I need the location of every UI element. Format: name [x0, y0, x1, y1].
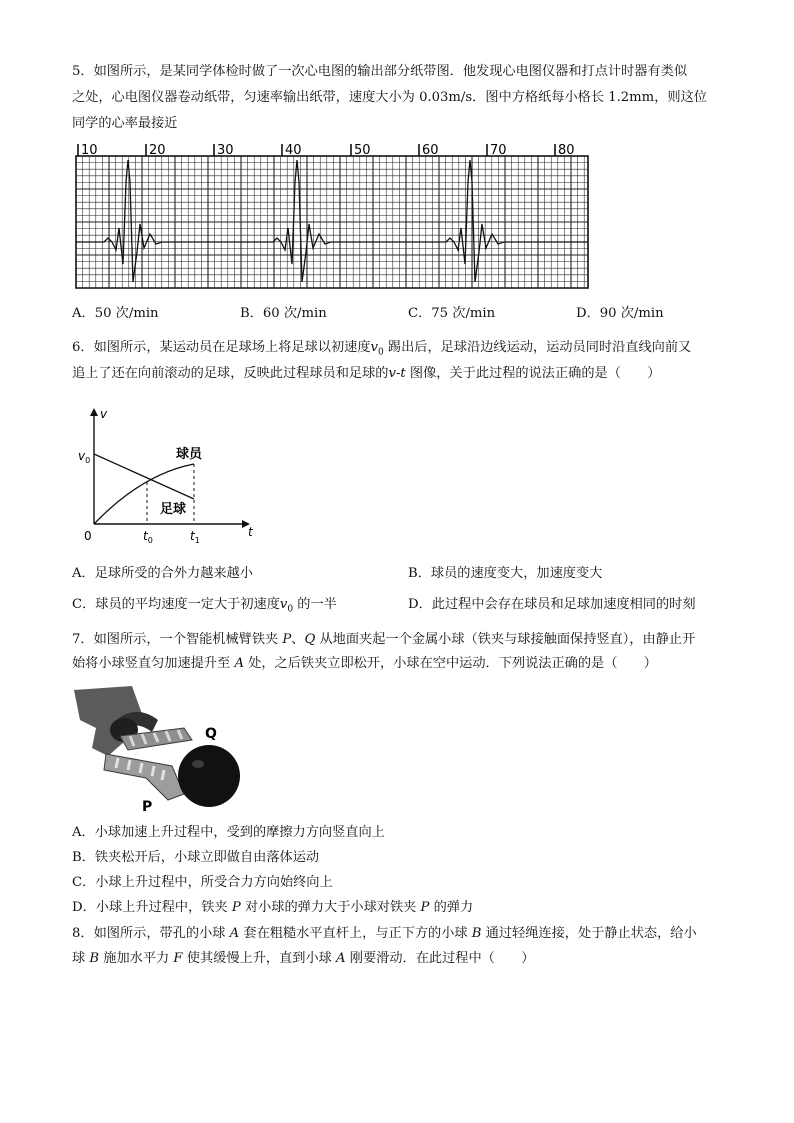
- vt-origin: 0: [84, 529, 92, 543]
- q6-stem-line-1: 6．如图所示，某运动员在足球场上将足球以初速度$v_0$ 踢出后，足球沿边线运动，运动员同时沿直线向前又: [72, 340, 692, 358]
- q5-stem-line-3: 同学的心率最接近: [72, 116, 178, 131]
- ecg-tick-label: 40: [285, 143, 302, 158]
- q6-option-a[interactable]: A．足球所受的合外力越来越小: [72, 566, 253, 581]
- photo-label-p: P: [142, 799, 153, 814]
- q5-option-a[interactable]: A．50 次/min: [72, 306, 159, 321]
- q5-stem-line-2: 之处，心电图仪器卷动纸带，匀速率输出纸带，速度大小为 0.03m/s．图中方格纸每小格长 1.2mm，则这位: [72, 90, 707, 105]
- q6-stem-line-2: 追上了还在向前滚动的足球，反映此过程球员和足球的v-t 图像，关于此过程的说法正确的是（ ）: [72, 366, 661, 381]
- ecg-tick-label: 20: [149, 143, 166, 158]
- q6-option-d[interactable]: D．此过程中会存在球员和足球加速度相同的时刻: [408, 597, 696, 612]
- q5-stem-line-1: 5．如图所示，是某同学体检时做了一次心电图的输出部分纸带图．他发现心电图仪器和打点计时器有类似: [72, 64, 688, 79]
- photo-label-q: Q: [205, 726, 217, 742]
- q8-stem-line-2: 球 B 施加水平力 F 使其缓慢上升，直到小球 A 刚要滑动．在此过程中（ ）: [72, 951, 535, 966]
- q7-option-a[interactable]: A．小球加速上升过程中，受到的摩擦力方向竖直向上: [72, 825, 385, 840]
- ball-highlight: [192, 760, 204, 768]
- q6-option-b[interactable]: B．球员的速度变大，加速度变大: [408, 566, 603, 581]
- q8-stem-line-1: 8．如图所示，带孔的小球 A 套在粗糙水平直杆上，与正下方的小球 B 通过轻绳连接，处于静止状态，给小: [72, 926, 697, 941]
- metal-ball: [178, 745, 240, 807]
- q7-stem-line-1: 7．如图所示，一个智能机械臂铁夹 P、Q 从地面夹起一个金属小球（铁夹与球接触面保持竖直），由静止开: [72, 632, 696, 647]
- q5-option-b[interactable]: B．60 次/min: [240, 306, 327, 321]
- vt-v0-label: $v_0$: [78, 449, 91, 465]
- vt-t1-label: $t_1$: [190, 529, 200, 545]
- vt-graph: [72, 402, 272, 552]
- q7-stem-line-2: 始将小球竖直匀加速提升至 A 处，之后铁夹立即松开，小球在空中运动．下列说法正确的是（ ）: [72, 656, 657, 671]
- vt-y-arrow: [90, 408, 98, 416]
- q6-option-c[interactable]: C．球员的平均速度一定大于初速度$v_0$ 的一半: [72, 597, 337, 615]
- robot-clamp-photo: [72, 684, 252, 814]
- ecg-grid: [76, 156, 588, 288]
- ecg-tick-label: 30: [217, 143, 234, 158]
- q7-option-d[interactable]: D．小球上升过程中，铁夹 P 对小球的弹力大于小球对铁夹 P 的弹力: [72, 900, 474, 915]
- ecg-strip-figure: [72, 142, 592, 292]
- vt-t0-label: $t_0$: [143, 529, 153, 545]
- q7-option-c[interactable]: C．小球上升过程中，所受合力方向始终向上: [72, 875, 333, 890]
- vt-ball-label: 足球: [160, 502, 187, 517]
- ecg-tick-label: 80: [558, 143, 575, 158]
- vt-x-label: t: [248, 525, 253, 539]
- ecg-tick-label: 10: [81, 143, 98, 158]
- q5-option-d[interactable]: D．90 次/min: [576, 306, 664, 321]
- ecg-tick-label: 70: [490, 143, 507, 158]
- ecg-tick-label: 50: [354, 143, 371, 158]
- vt-y-label: v: [100, 407, 108, 421]
- ecg-tick-label: 60: [422, 143, 439, 158]
- q5-option-c[interactable]: C．75 次/min: [408, 306, 496, 321]
- q7-option-b[interactable]: B．铁夹松开后，小球立即做自由落体运动: [72, 850, 320, 865]
- vt-player-label: 球员: [176, 447, 203, 462]
